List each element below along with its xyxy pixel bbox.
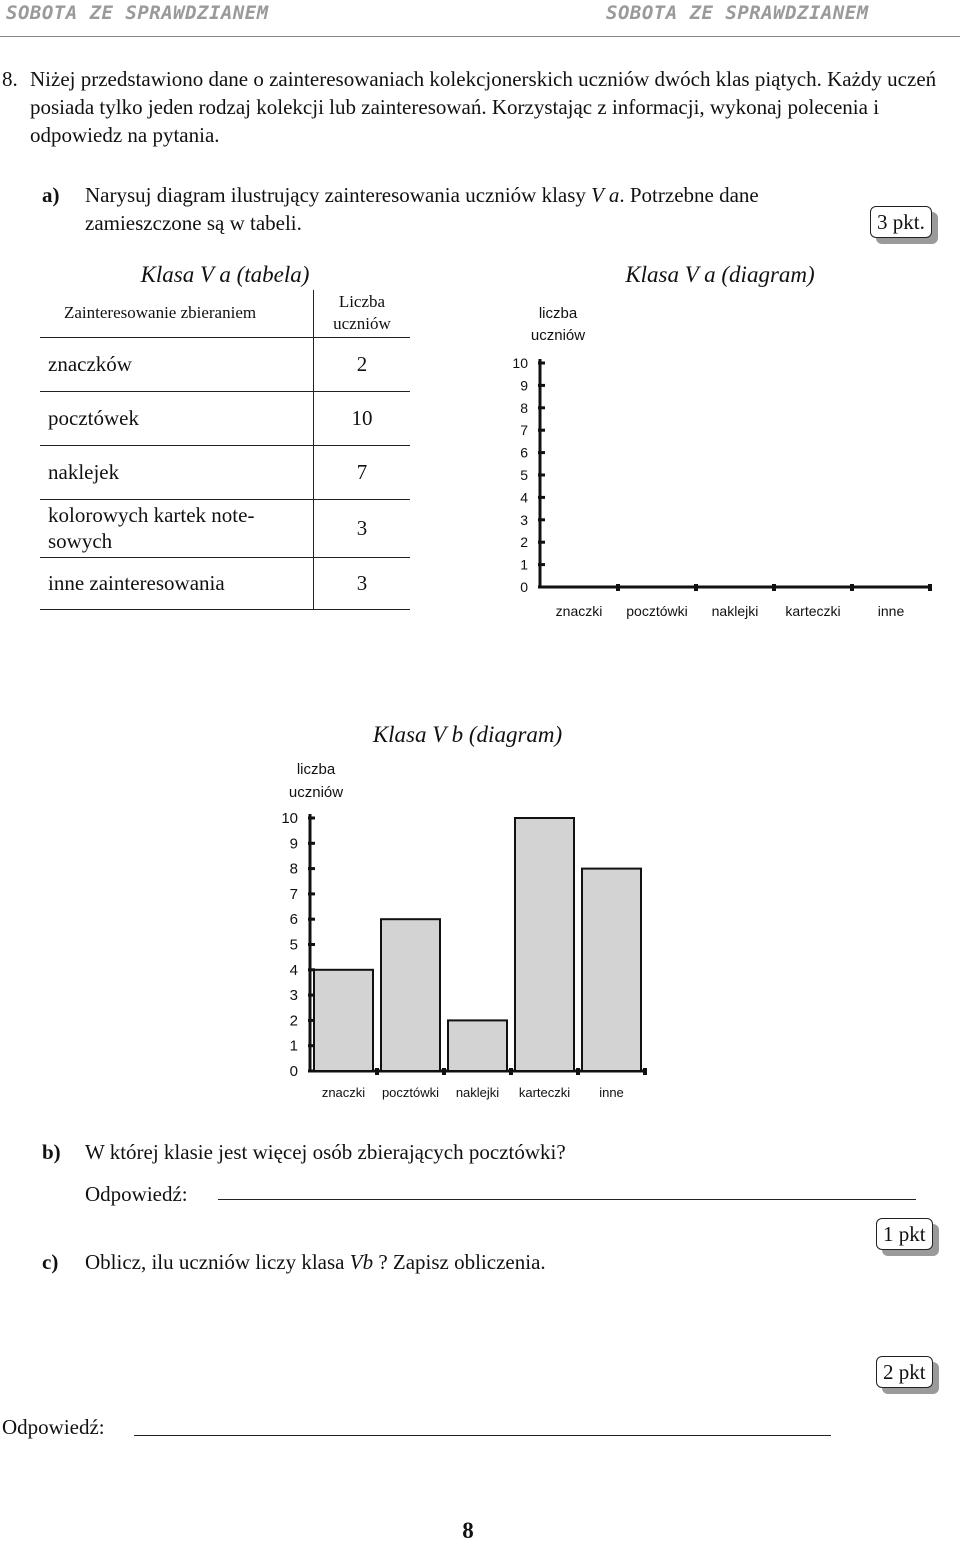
points-badge-b: 1 pkt: [876, 1218, 933, 1250]
chart-va-title: Klasa V a (diagram): [625, 262, 815, 287]
y-tick-label: 6: [520, 444, 528, 461]
category-label: pocztówki: [626, 603, 688, 619]
table-row: [40, 557, 410, 609]
table-header-count: Liczba uczniów: [313, 290, 410, 337]
part-c-answer-label: Odpowiedź:: [2, 1415, 105, 1439]
interests-table: [40, 290, 410, 610]
table-cell-value: 7: [313, 445, 410, 499]
table-cell-value: 2: [313, 337, 410, 391]
y-tick-label: 0: [520, 579, 528, 595]
y-tick-label: 3: [289, 987, 298, 1005]
table-row: [40, 499, 410, 557]
table-row: [40, 337, 410, 391]
chart-vb-title: Klasa V b (diagram): [372, 722, 563, 747]
part-c-answer-line[interactable]: [134, 1435, 831, 1436]
y-tick-label: 9: [289, 835, 298, 853]
category-label: inne: [877, 603, 905, 619]
y-tick-label: 8: [289, 860, 298, 878]
y-tick-label: 9: [520, 377, 528, 394]
y-tick-label: 5: [520, 467, 528, 483]
chart-va-diagram: [498, 345, 938, 625]
part-c-text: Oblicz, ilu uczniów liczy klasa Vb ? Zapisz obliczenia.: [85, 1250, 546, 1274]
table-header-row: [40, 290, 410, 337]
table-cell-value: 3: [313, 499, 410, 557]
page-number: 8: [462, 1518, 474, 1543]
y-tick-label: 7: [289, 885, 298, 903]
table-cell-name: kolorowych kartek note-sowych: [40, 499, 313, 557]
header-left: SOBOTA ZE SPRAWDZIANEM: [6, 2, 269, 24]
y-tick-label: 6: [289, 911, 298, 929]
bar-karteczki: [515, 818, 574, 1071]
y-tick-label: 7: [520, 422, 528, 439]
part-b-label: b): [42, 1140, 61, 1164]
chart-vb-ylabel: liczba uczniów: [288, 761, 344, 801]
bar-znaczki: [314, 970, 373, 1071]
part-b-answer-line[interactable]: [218, 1199, 916, 1200]
category-label: naklejki: [455, 1085, 500, 1100]
part-a-label: a): [42, 183, 60, 207]
table-header-interest: Zainteresowanie zbieraniem: [40, 290, 313, 337]
part-b-question: W której klasie jest więcej osób zbierających pocztówki?: [85, 1140, 566, 1164]
header-right: SOBOTA ZE SPRAWDZIANEM: [606, 2, 869, 24]
table-cell-value: 10: [313, 391, 410, 445]
category-label: karteczki: [785, 603, 841, 619]
category-label: znaczki: [321, 1085, 366, 1100]
y-tick-label: 2: [289, 1012, 298, 1030]
y-tick-label: 4: [520, 489, 528, 506]
table-cell-name: pocztówek: [40, 391, 313, 445]
task-intro: Niżej przedstawiono dane o zainteresowaniach kolekcjonerskich uczniów dwóch klas piątych. Każdy uczeń posiada tylko jeden rodzaj kolekcji lub zainteresowań. Korzystając z informacji, wykonaj polecenia i odpowiedz na pytania.: [30, 67, 937, 147]
bar-pocztówki: [381, 919, 440, 1071]
chart-vb-diagram: [270, 805, 660, 1100]
table-title: Klasa V a (tabela): [140, 262, 310, 287]
category-label: inne: [599, 1085, 624, 1100]
y-tick-label: 0: [289, 1063, 298, 1080]
points-badge-c: 2 pkt: [876, 1356, 933, 1388]
bar-naklejki: [448, 1020, 507, 1071]
y-tick-label: 10: [281, 810, 298, 827]
chart-va-ylabel: liczba uczniów: [530, 305, 586, 344]
table-cell-name: inne zainteresowania: [40, 557, 313, 609]
table-cell-value: 3: [313, 557, 410, 609]
y-tick-label: 1: [520, 556, 528, 573]
header-divider: [0, 36, 960, 37]
part-c-label: c): [42, 1250, 59, 1274]
y-tick-label: 2: [520, 534, 528, 551]
category-label: naklejki: [711, 603, 759, 619]
category-label: pocztówki: [381, 1085, 440, 1100]
bar-inne: [582, 869, 641, 1071]
part-b-answer-label: Odpowiedź:: [85, 1182, 188, 1206]
y-tick-label: 5: [289, 936, 298, 954]
table-row: [40, 391, 410, 445]
points-badge-a: 3 pkt.: [870, 206, 932, 238]
y-tick-label: 1: [289, 1037, 298, 1055]
y-tick-label: 10: [512, 355, 528, 371]
category-label: karteczki: [518, 1085, 571, 1100]
part-a-text: Narysuj diagram ilustrujący zainteresowania uczniów klasy V a. Potrzebne dane zamieszczone są w tabeli.: [85, 183, 759, 235]
y-tick-label: 3: [520, 511, 528, 528]
y-tick-label: 8: [520, 399, 528, 416]
task-number: 8.: [2, 67, 18, 91]
table-cell-name: znaczków: [40, 337, 313, 391]
table-row: [40, 445, 410, 499]
y-tick-label: 4: [289, 961, 298, 979]
table-cell-name: naklejek: [40, 445, 313, 499]
category-label: znaczki: [555, 603, 603, 619]
